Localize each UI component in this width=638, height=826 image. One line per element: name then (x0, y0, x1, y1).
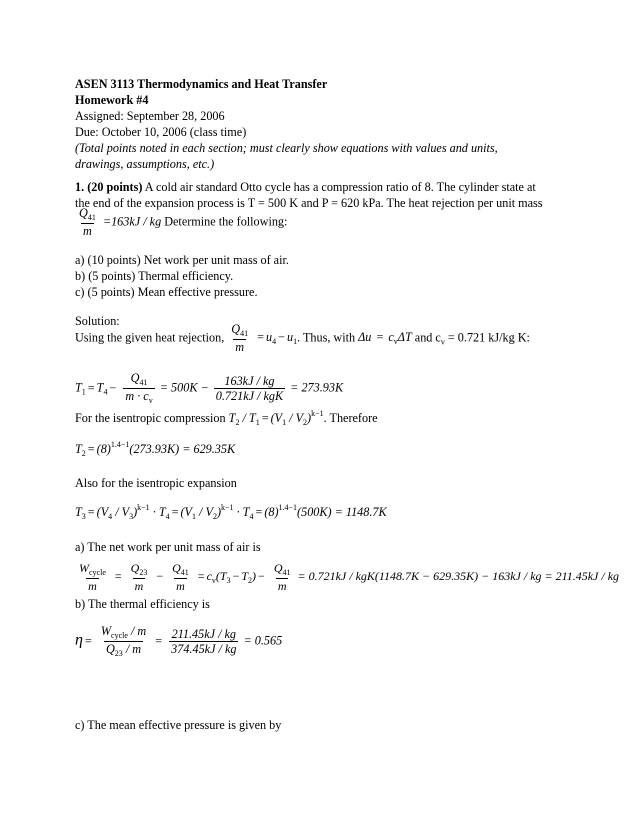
t3-result: (500K) = 1148.7K (297, 505, 387, 519)
q41-over-mcv-fraction: $\frac{Q_{41}}{m \cdot c_v}$ (125, 371, 153, 406)
problem-number: 1. (20 points) (75, 180, 143, 194)
eta-den: 374.45kJ / kg (171, 642, 237, 657)
problem-statement-line-2: the end of the expansion process is T = 500 K and P = 620 kPa. The heat rejection per unit mass (75, 196, 543, 210)
part-c: c) (5 points) Mean effective pressure. (75, 285, 258, 299)
solution-heading: Solution: (75, 314, 120, 328)
part-b: b) (5 points) Thermal efficiency. (75, 269, 234, 283)
therefore-text: . Therefore (323, 411, 378, 425)
part-c-solution-text: c) The mean effective pressure is given by (75, 718, 282, 732)
w-over-q-fraction: $\frac{W_{cycle} / m}{Q_{23} / m}$ (100, 624, 147, 659)
problem-statement-line-1 (75, 179, 536, 195)
q41-over-m-fraction-2: $\frac{Q_{41}}{m}$ (231, 322, 249, 355)
solution-line-1-pre: Using the given heat rejection, (75, 330, 228, 345)
efficiency-value-fraction (169, 628, 238, 657)
t2-equation: $T_2 = (8)^{1.4-1}(273.93K) = 629.35K$ (75, 440, 236, 458)
t1-num: 163kJ / kg (224, 373, 275, 388)
instructions-line-2: drawings, assumptions, etc.) (75, 157, 215, 171)
homework-number: Homework #4 (75, 93, 149, 107)
isentropic-compression-text: For the isentropic compression (75, 411, 229, 425)
t1-den: 0.721kJ / kgK (215, 389, 284, 404)
q23-over-m-fraction: $\frac{Q_{23}}{m}$ (130, 561, 148, 594)
t1-value-fraction (214, 375, 285, 404)
isentropic-compression-line: For the isentropic compression $T_2 / T_1 = (V_1 / V_2)^{k-1}$. Therefore (75, 409, 378, 427)
part-a-solution-text: a) The net work per unit mass of air is (75, 540, 261, 554)
course-title: ASEN 3113 Thermodynamics and Heat Transfer (75, 77, 328, 91)
due-date: Due: October 10, 2006 (class time) (75, 125, 247, 139)
t1-eq-mid: = 500K − (159, 380, 209, 395)
solution-line-1-mid: . Thus, with (297, 330, 359, 345)
part-a: a) (10 points) Net work per unit mass of air. (75, 253, 289, 267)
t2-result: (273.93K) = 629.35K (129, 442, 236, 456)
solution-line-1: Using the given heat rejection, $\frac{Q_{41}}{m}$ = $u_4 - u_1$. Thus, with $\Delta u = c_v\Delta T$ and $c_v = 0.721$ kJ/kg K: (75, 322, 530, 355)
solution-line-1-post: and c (414, 330, 441, 345)
q41-over-m-fraction-3: $\frac{Q_{41}}{m}$ (172, 561, 189, 594)
given-value: =163kJ / kg (102, 214, 162, 229)
given-heat-rejection (75, 207, 287, 238)
q41-over-m-fraction-4: $\frac{Q_{41}}{m}$ (273, 561, 291, 594)
efficiency-equation: η = $\frac{W_{cycle} / m}{Q_{23} / m}$ = $\frac{211.45kJ / kg}{374.45kJ / kg}$ = 0.565 (75, 624, 283, 659)
q41-over-m-fraction: $\frac{Q_{41}}{m}$ (79, 206, 96, 239)
net-work-equation: $\frac{W_{cycle}}{m}$ = $\frac{Q_{23}}{m}$ − $\frac{Q_{41}}{m}$ = $c_v(T_3 - T_2)$ − $\frac{Q_{41}}{m}$ = 0.721kJ / kgK(1148.7K − 629.35K) − 163kJ / kg = 211.45kJ / kg (79, 561, 620, 594)
problem-text-1: A cold air standard Otto cycle has a compression ratio of 8. The cylinder state at (142, 180, 536, 194)
wcycle-over-m-fraction: $\frac{W_{cycle}}{m}$ (79, 561, 106, 594)
solution-line-1-post2: = 0.721 kJ/kg K: (444, 330, 530, 345)
t3-equation: $T_3 = (V_4 / V_3)^{k-1} \cdot T_4 = (V_1 / V_2)^{k-1} \cdot T_4 = (8)^{1.4-1}(500K) = 1148.7K$ (75, 503, 387, 521)
given-tail: Determine the following: (161, 214, 288, 229)
isentropic-expansion-text: Also for the isentropic expansion (75, 476, 237, 490)
part-b-solution-text: b) The thermal efficiency is (75, 597, 210, 611)
t1-equation: $T_1 = T_4$ − $\frac{Q_{41}}{m \cdot c_v}$ = 500K − $\frac{163kJ / kg}{\text{0.721kJ / kgK}}$ = 273.93K (75, 371, 344, 406)
net-work-result: = 0.721kJ / kgK(1148.7K − 629.35K) − 163kJ / kg = 211.45kJ / kg (297, 569, 620, 584)
assigned-date: Assigned: September 28, 2006 (75, 109, 225, 123)
efficiency-result: = 0.565 (243, 633, 283, 648)
instructions-line-1: (Total points noted in each section; must clearly show equations with values and units, (75, 141, 498, 155)
eta-num: 211.45kJ / kg (171, 626, 237, 641)
t1-result: = 273.93K (290, 380, 344, 395)
